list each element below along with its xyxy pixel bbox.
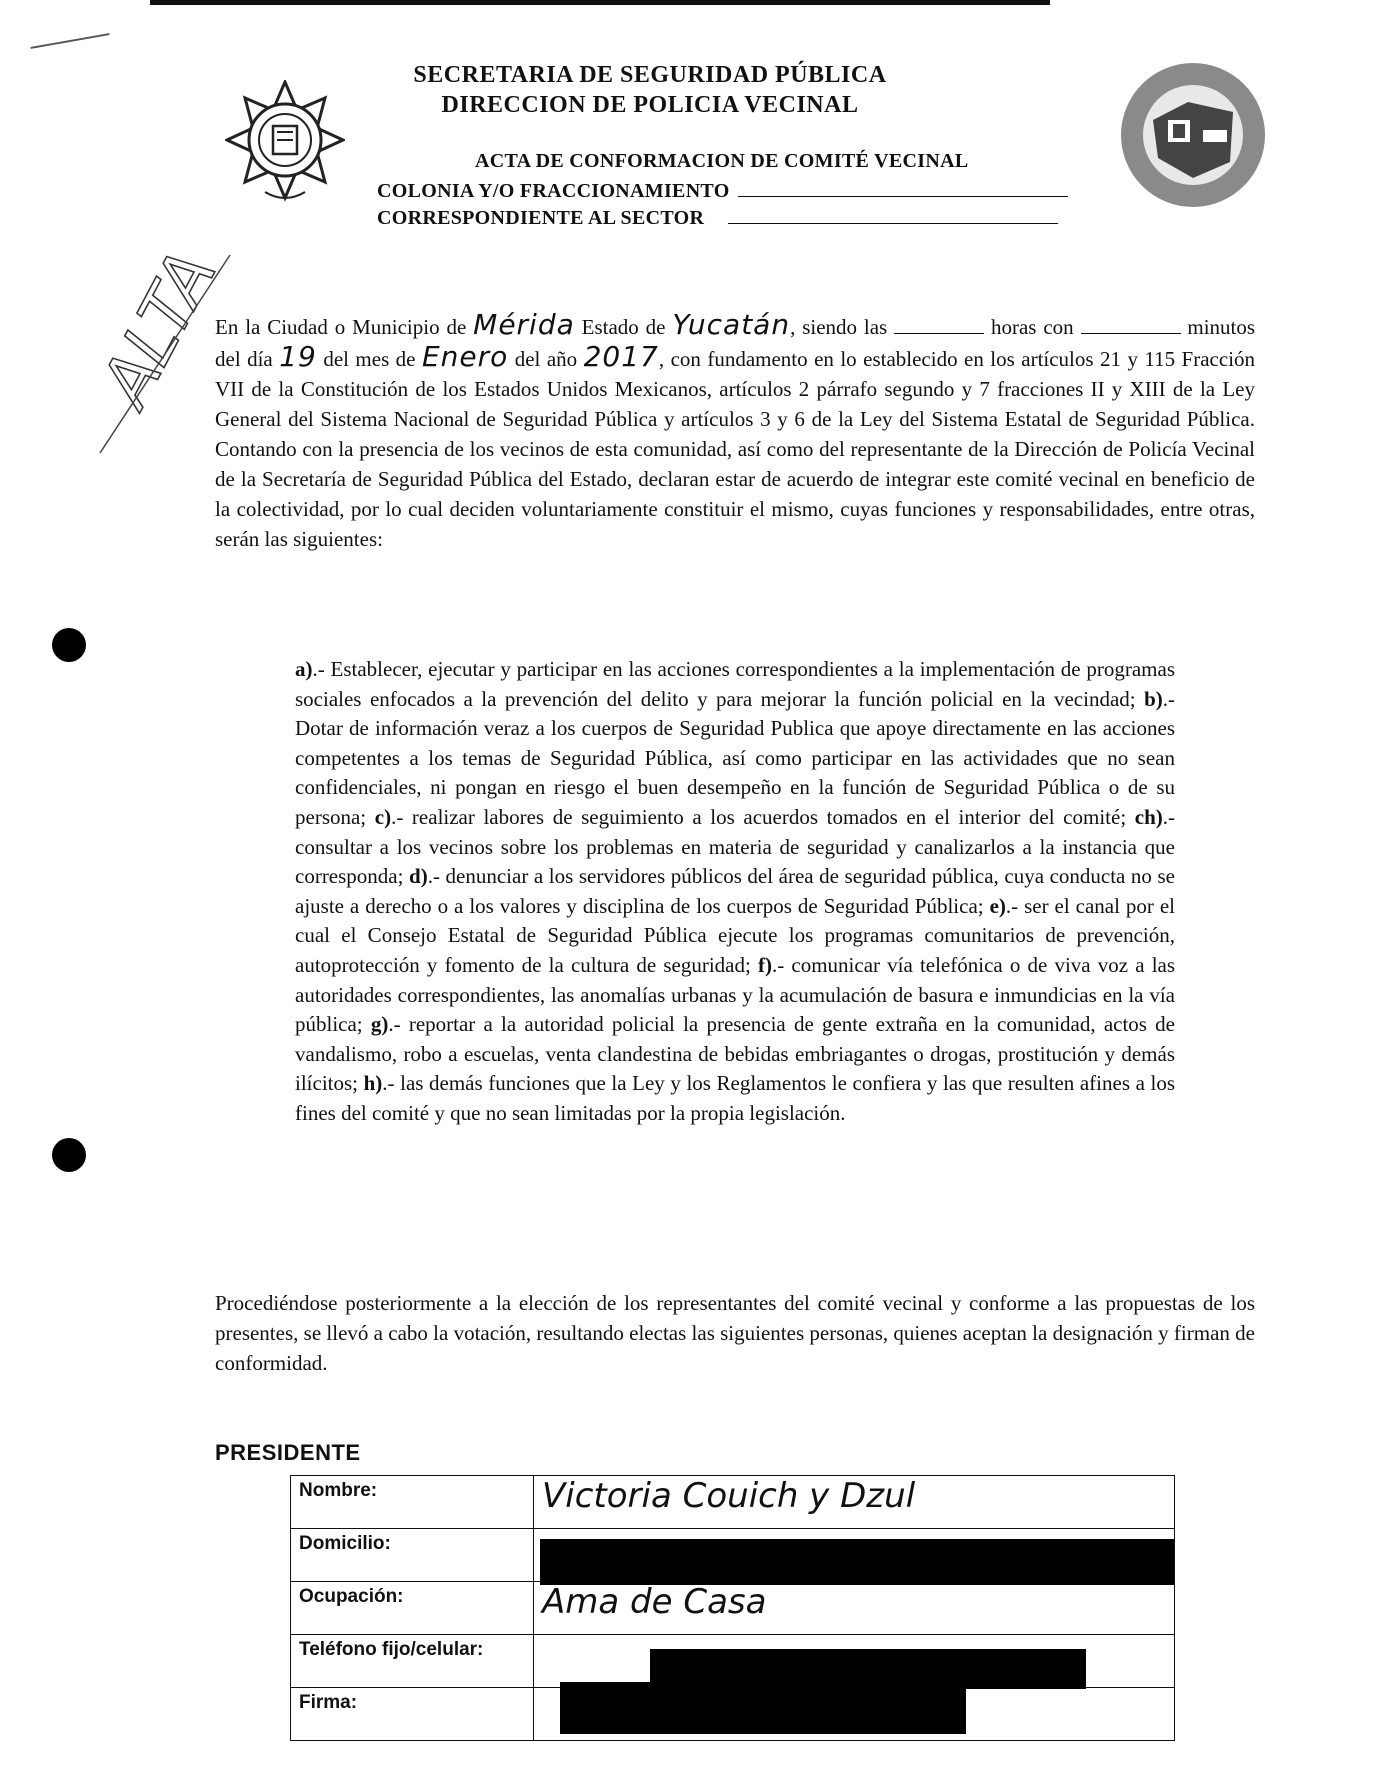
intro-text-6: del mes de bbox=[323, 347, 416, 371]
intro-text-4: horas con bbox=[990, 315, 1074, 339]
document-header bbox=[300, 60, 1000, 120]
redaction-box bbox=[560, 1682, 966, 1734]
colonia-field bbox=[377, 180, 1068, 203]
function-e: .- ser el canal por el cual el Consejo Estatal de Seguridad Pública ejecute los programas comunitarios de prevención, autoprotección y fomento de la cultura de seguridad; bbox=[295, 893, 1175, 977]
colonia-blank bbox=[738, 180, 1068, 197]
president-title: PRESIDENTE bbox=[215, 1440, 361, 1465]
function-e-key: e) bbox=[989, 893, 1006, 918]
handwritten-dia: 19 bbox=[279, 340, 317, 373]
acta-title: ACTA DE CONFORMACION DE COMITÉ VECINAL bbox=[475, 150, 969, 172]
function-ch-key: ch) bbox=[1134, 804, 1163, 829]
table-row bbox=[291, 1476, 1175, 1529]
ocupacion-value: Ama de Casa bbox=[534, 1582, 1175, 1635]
nombre-label: Nombre: bbox=[291, 1476, 534, 1529]
telefono-label: Teléfono fijo/celular: bbox=[291, 1635, 534, 1688]
function-f-key: f) bbox=[758, 952, 772, 977]
function-c-key: c) bbox=[374, 804, 392, 829]
president-table bbox=[290, 1475, 1175, 1741]
header-subtitle: DIRECCION DE POLICIA VECINAL bbox=[441, 92, 859, 118]
ocupacion-label: Ocupación: bbox=[291, 1582, 534, 1635]
function-c: .- realizar labores de seguimiento a los acuerdos tomados en el interior del comité; bbox=[391, 804, 1127, 829]
function-ch: .- consultar a los vecinos sobre los problemas en materia de seguridad y canalizarlos a la instancia que corresponda; bbox=[295, 804, 1176, 889]
alta-margin-note bbox=[40, 195, 240, 455]
function-b: .- Dotar de información veraz a los cuerpos de Seguridad Publica que apoye directamente en las acciones competentes a los temas de Seguridad Pública, así como participar en las actividades que no sean confidenciales, ni pongan en riesgo el buen desempeño en la función de Seguridad Pública o de su persona; bbox=[295, 686, 1176, 829]
handwritten-anio: 2017 bbox=[583, 340, 659, 373]
intro-text-5: minutos del día bbox=[215, 315, 1256, 371]
domicilio-value bbox=[534, 1529, 1175, 1582]
function-a-key: a) bbox=[295, 657, 313, 681]
domicilio-label: Domicilio: bbox=[291, 1529, 534, 1582]
telefono-value bbox=[534, 1635, 1175, 1688]
closing-paragraph: Procediéndose posteriormente a la elección de los representantes del comité vecinal y conforme a las propuestas de los presentes, se llevó a cabo la votación, resultando electas las siguientes personas, quienes aceptan la designación y firman de conformidad. bbox=[215, 1291, 1255, 1375]
intro-text-2: Estado de bbox=[581, 315, 666, 339]
firma-label: Firma: bbox=[291, 1688, 534, 1741]
colonia-label: COLONIA Y/O FRACCIONAMIENTO bbox=[377, 180, 730, 202]
function-d-key: d) bbox=[409, 864, 428, 889]
sector-field bbox=[377, 207, 1058, 230]
intro-text-8: , con fundamento en lo establecido en los artículos 21 y 115 Fracción VII de la Constitución de los Estados Unidos Mexicanos, artículos 2 párrafo segundo y 7 fracciones II y XIII de la Ley General del Sistema Nacional de Seguridad Pública y artículos 3 y 6 de la Ley del Sistema Estatal de Seguridad Pública. Contando con la presencia de los vecinos de esta comunidad, así como del representante de la Dirección de Policía Vecinal de la Secretaría de Seguridad Pública del Estado, declaran estar de acuerdo de integrar este comité vecinal en beneficio de la colectividad, por lo cual deciden voluntariamente constituir el mismo, cuyas funciones y responsabilidades, entre otras, serán las siguientes: bbox=[215, 347, 1256, 551]
function-a: .- Establecer, ejecutar y participar en las acciones correspondientes a la implementación de programas sociales enfocados a la prevención del delito y para mejorar la función policial en la vecindad; bbox=[295, 657, 1175, 711]
intro-text-7: del año bbox=[514, 347, 578, 371]
top-border-line bbox=[150, 0, 1050, 5]
header-title: SECRETARIA DE SEGURIDAD PÚBLICA bbox=[413, 62, 887, 88]
svg-text:ALTA: ALTA bbox=[86, 238, 233, 419]
stray-pen-mark bbox=[30, 33, 109, 49]
redaction-box bbox=[540, 1539, 1174, 1585]
table-row bbox=[291, 1582, 1175, 1635]
punch-hole bbox=[52, 628, 86, 662]
horas-blank bbox=[894, 315, 984, 334]
handwritten-estado: Yucatán bbox=[672, 308, 791, 341]
functions-list bbox=[295, 655, 1175, 1129]
function-h-key: h) bbox=[363, 1071, 383, 1096]
minutos-blank bbox=[1081, 315, 1181, 334]
handwritten-municipio: Mérida bbox=[473, 308, 575, 341]
intro-text-3: , siendo las bbox=[790, 315, 888, 339]
function-d: .- denunciar a los servidores públicos del área de seguridad pública, cuya conducta no se ajuste a derecho o a los valores y disciplina de los cuerpos de Seguridad Pública; bbox=[295, 864, 1175, 918]
function-g: .- reportar a la autoridad policial la presencia de gente extraña en la comunidad, actos de vandalismo, robo a escuelas, venta clandestina de bebidas embriagantes o drogas, prostitución y demás ilícitos; bbox=[295, 1012, 1175, 1096]
consejo-estatal-seal-icon bbox=[1118, 60, 1268, 210]
table-row bbox=[291, 1529, 1175, 1582]
function-f: .- comunicar vía telefónica o de viva voz a las autoridades correspondientes, las anomalías urbanas y la acumulación de basura e inmundicias en la vía pública; bbox=[295, 952, 1176, 1037]
table-row bbox=[291, 1635, 1175, 1688]
sector-blank bbox=[728, 207, 1058, 224]
function-g-key: g) bbox=[370, 1012, 389, 1037]
function-b-key: b) bbox=[1144, 686, 1163, 711]
handwritten-mes: Enero bbox=[421, 340, 509, 373]
intro-text-1: En la Ciudad o Municipio de bbox=[215, 315, 467, 339]
function-h: .- las demás funciones que la Ley y los Reglamentos le confiera y las que resulten afines a los fines del comité y que no sean limitadas por la propia legislación. bbox=[295, 1071, 1176, 1125]
nombre-value: Victoria Couich y Dzul bbox=[534, 1476, 1175, 1529]
firma-value bbox=[534, 1688, 1175, 1741]
intro-paragraph bbox=[215, 310, 1255, 554]
sector-label: CORRESPONDIENTE AL SECTOR bbox=[377, 207, 705, 229]
punch-hole bbox=[52, 1138, 86, 1172]
table-row bbox=[291, 1688, 1175, 1741]
